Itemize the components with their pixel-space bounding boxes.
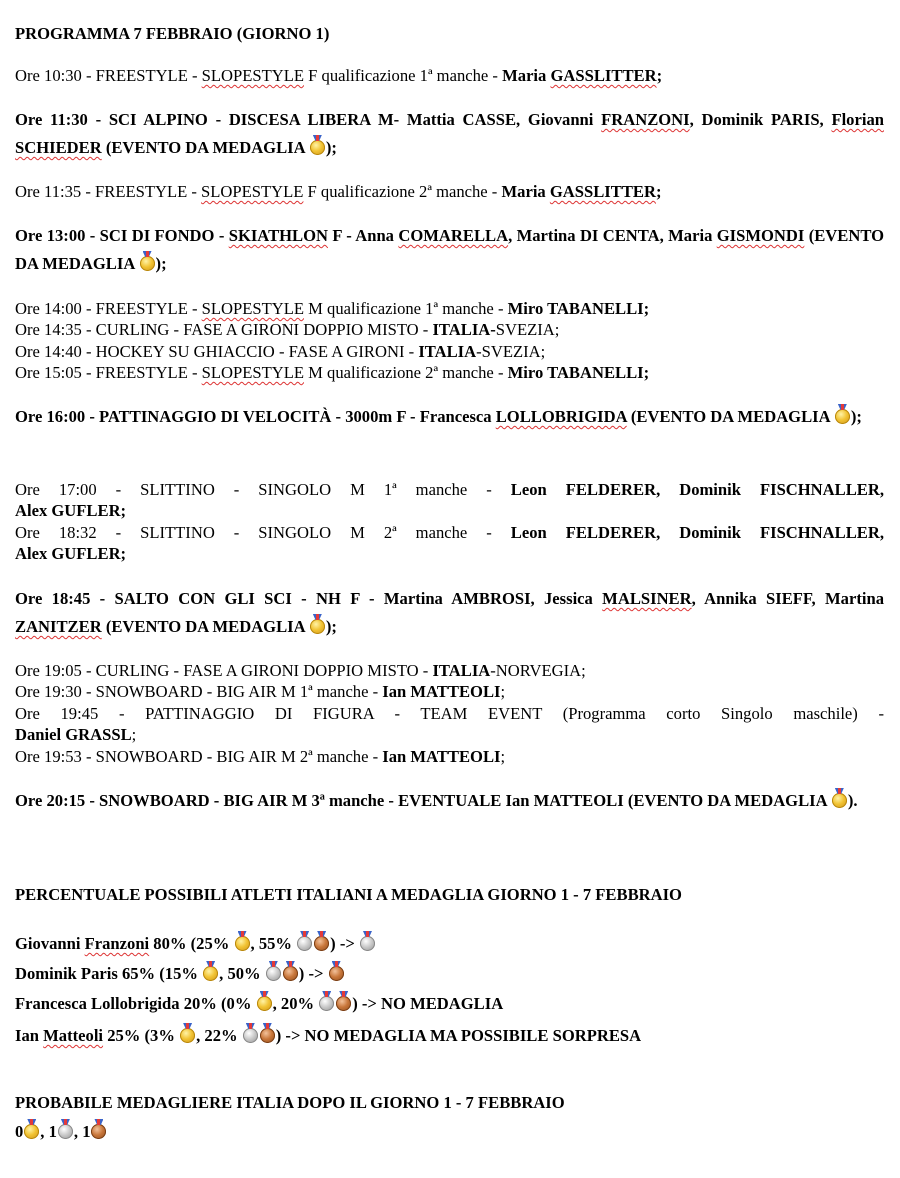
bronze-medal-icon	[283, 966, 298, 981]
schedule-line-1505: Ore 15:05 - FREESTYLE - SLOPESTYLE M qualificazione 2ª manche - Miro TABANELLI;	[15, 363, 650, 382]
silver-medal-icon	[266, 966, 281, 981]
gold-medal-icon	[832, 793, 847, 808]
schedule-line-1832: Ore 18:32 - SLITTINO - SINGOLO M 2ª manche - Leon FELDERER, Dominik FISCHNALLER,	[15, 523, 884, 542]
schedule-line-1030: Ore 10:30 - FREESTYLE - SLOPESTYLE F qualificazione 1ª manche - Maria GASSLITTER;	[15, 66, 663, 85]
silver-medal-icon	[243, 1028, 258, 1043]
medal-event-big-air: Ore 20:15 - SNOWBOARD - BIG AIR M 3ª manche - EVENTUALE Ian MATTEOLI (EVENTO DA MEDAGLIA ).	[15, 791, 858, 810]
gold-medal-icon	[257, 996, 272, 1011]
bronze-medal-icon	[314, 936, 329, 951]
medal-event-discesa-libera: Ore 11:30 - SCI ALPINO - DISCESA LIBERA M- Mattia CASSE, Giovanni FRANZONI, Dominik PARIS, Florian SCHIEDER (EVENTO DA MEDAGLIA );	[15, 110, 884, 157]
medal-event-skiathlon: Ore 13:00 - SCI DI FONDO - SKIATHLON F - Anna COMARELLA, Martina DI CENTA, Maria GISMONDI (EVENTO DA MEDAGLIA );	[15, 226, 885, 273]
schedule-line-1945-cont: Daniel GRASSL;	[15, 725, 137, 744]
medal-event-3000m: Ore 16:00 - PATTINAGGIO DI VELOCITÀ - 3000m F - Francesca LOLLOBRIGIDA (EVENTO DA MEDAGLIA );	[15, 407, 862, 426]
silver-medal-icon	[319, 996, 334, 1011]
bronze-medal-icon	[329, 966, 344, 981]
schedule-line-1700: Ore 17:00 - SLITTINO - SINGOLO M 1ª manche - Leon FELDERER, Dominik FISCHNALLER,	[15, 480, 884, 499]
schedule-line-1953: Ore 19:53 - SNOWBOARD - BIG AIR M 2ª manche - Ian MATTEOLI;	[15, 747, 506, 766]
medal-event-salto: Ore 18:45 - SALTO CON GLI SCI - NH F - Martina AMBROSI, Jessica MALSINER, Annika SIEFF, Martina ZANITZER (EVENTO DA MEDAGLIA );	[15, 589, 884, 636]
schedule-line-1435: Ore 14:35 - CURLING - FASE A GIRONI DOPPIO MISTO - ITALIA-SVEZIA;	[15, 320, 560, 339]
gold-medal-icon	[310, 619, 325, 634]
silver-medal-icon	[297, 936, 312, 951]
schedule-line-1440: Ore 14:40 - HOCKEY SU GHIACCIO - FASE A GIRONI - ITALIA-SVEZIA;	[15, 342, 546, 361]
gold-medal-icon	[24, 1124, 39, 1139]
silver-medal-icon	[360, 936, 375, 951]
schedule-line-1930: Ore 19:30 - SNOWBOARD - BIG AIR M 1ª manche - Ian MATTEOLI;	[15, 682, 506, 701]
bronze-medal-icon	[260, 1028, 275, 1043]
athlete-lollobrigida: Francesca Lollobrigida 20% (0% , 20% ) -> NO MEDAGLIA	[15, 994, 504, 1013]
schedule-line-1905: Ore 19:05 - CURLING - FASE A GIRONI DOPPIO MISTO - ITALIA-NORVEGIA;	[15, 661, 586, 680]
athlete-franzoni: Giovanni Franzoni 80% (25% , 55% ) ->	[15, 934, 376, 954]
schedule-line-1700-cont: Alex GUFLER;	[15, 501, 127, 520]
page-title: PROGRAMMA 7 FEBBRAIO (GIORNO 1)	[15, 24, 330, 43]
percentages-heading: PERCENTUALE POSSIBILI ATLETI ITALIANI A MEDAGLIA GIORNO 1 - 7 FEBBRAIO	[15, 885, 682, 904]
medal-table-heading: PROBABILE MEDAGLIERE ITALIA DOPO IL GIORNO 1 - 7 FEBBRAIO	[15, 1093, 565, 1112]
bronze-medal-icon	[336, 996, 351, 1011]
athlete-paris: Dominik Paris 65% (15% , 50% ) ->	[15, 964, 345, 984]
gold-medal-icon	[140, 256, 155, 271]
gold-medal-icon	[835, 409, 850, 424]
gold-medal-icon	[180, 1028, 195, 1043]
medal-tally: 0 , 1 , 1	[15, 1122, 107, 1142]
gold-medal-icon	[235, 936, 250, 951]
gold-medal-icon	[310, 140, 325, 155]
athlete-matteoli: Ian Matteoli 25% (3% , 22% ) -> NO MEDAGLIA MA POSSIBILE SORPRESA	[15, 1026, 642, 1045]
schedule-line-1135: Ore 11:35 - FREESTYLE - SLOPESTYLE F qualificazione 2ª manche - Maria GASSLITTER;	[15, 182, 662, 201]
bronze-medal-icon	[91, 1124, 106, 1139]
schedule-line-1832-cont: Alex GUFLER;	[15, 544, 127, 563]
schedule-line-1400: Ore 14:00 - FREESTYLE - SLOPESTYLE M qualificazione 1ª manche - Miro TABANELLI;	[15, 299, 650, 318]
silver-medal-icon	[58, 1124, 73, 1139]
gold-medal-icon	[203, 966, 218, 981]
schedule-line-1945: Ore 19:45 - PATTINAGGIO DI FIGURA - TEAM EVENT (Programma corto Singolo maschile) -	[15, 704, 884, 723]
